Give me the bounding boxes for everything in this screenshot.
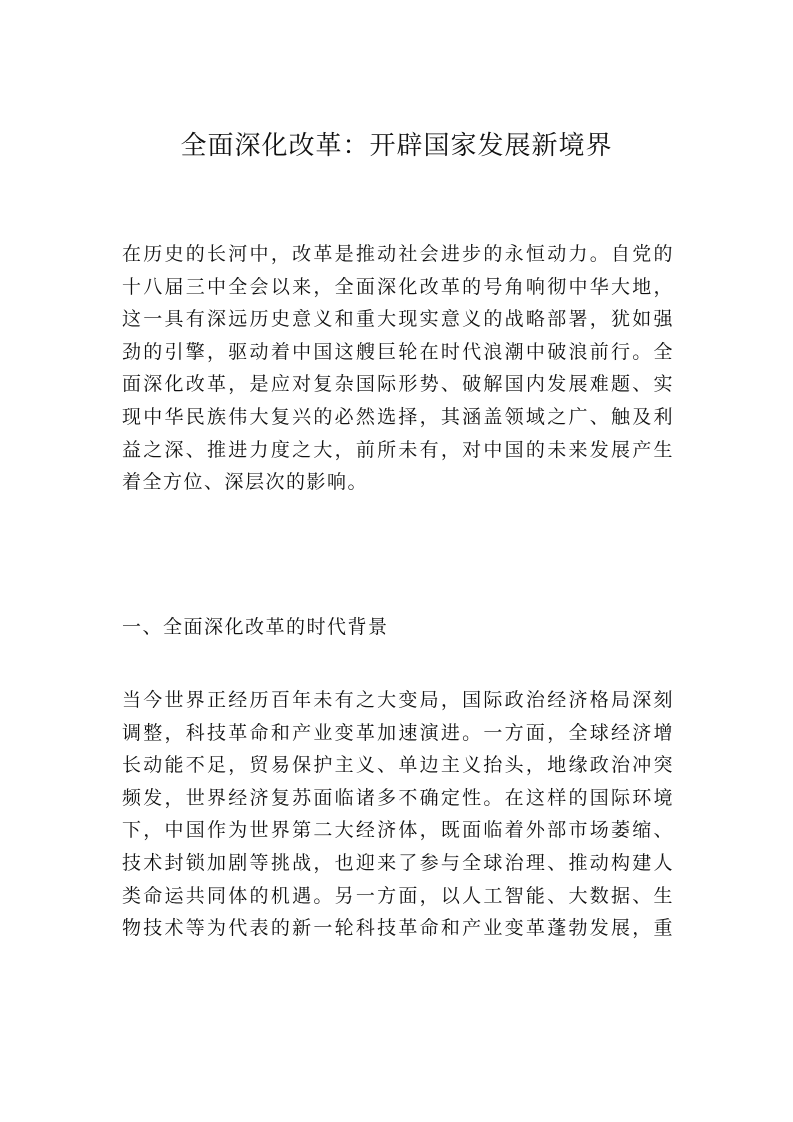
section-line: 物技术等为代表的新一轮科技革命和产业变革蓬勃发展，重 <box>122 917 674 940</box>
intro-line: 在历史的长河中，改革是推动社会进步的永恒动力。自党的 <box>122 243 674 265</box>
section-line: 长动能不足，贸易保护主义、单边主义抬头，地缘政治冲突 <box>122 754 674 777</box>
section-heading <box>122 611 674 644</box>
section-line: 技术封锁加剧等挑战，也迎来了参与全球治理、推动构建人 <box>122 851 674 874</box>
intro-line: 益之深、推进力度之大，前所未有，对中国的未来发展产生 <box>122 438 674 461</box>
section-paragraph <box>122 684 674 945</box>
section-line: 调整，科技革命和产业变革加速演进。一方面，全球经济增 <box>122 721 674 744</box>
section-line: 类命运共同体的机遇。另一方面，以人工智能、大数据、生 <box>122 884 674 907</box>
intro-paragraph <box>122 238 674 499</box>
section-line: 频发，世界经济复苏面临诸多不确定性。在这样的国际环境 <box>122 786 674 809</box>
intro-line: 这一具有深远历史意义和重大现实意义的战略部署，犹如强 <box>122 308 674 331</box>
intro-line: 现中华民族伟大复兴的必然选择，其涵盖领域之广、触及利 <box>122 405 674 428</box>
document-title: 全面深化改革：开辟国家发展新境界 <box>180 131 613 161</box>
intro-line: 劲的引擎，驱动着中国这艘巨轮在时代浪潮中破浪前行。全 <box>122 340 674 363</box>
intro-line: 着全方位、深层次的影响。 <box>122 471 369 494</box>
intro-line: 十八届三中全会以来，全面深化改革的号角响彻中华大地， <box>122 275 674 298</box>
section-heading-text: 一、全面深化改革的时代背景 <box>122 616 389 638</box>
section-line: 下，中国作为世界第二大经济体，既面临着外部市场萎缩、 <box>122 819 674 842</box>
intro-line: 面深化改革，是应对复杂国际形势、破解国内发展难题、实 <box>122 373 674 396</box>
section-line: 当今世界正经历百年未有之大变局，国际政治经济格局深刻 <box>122 689 674 711</box>
